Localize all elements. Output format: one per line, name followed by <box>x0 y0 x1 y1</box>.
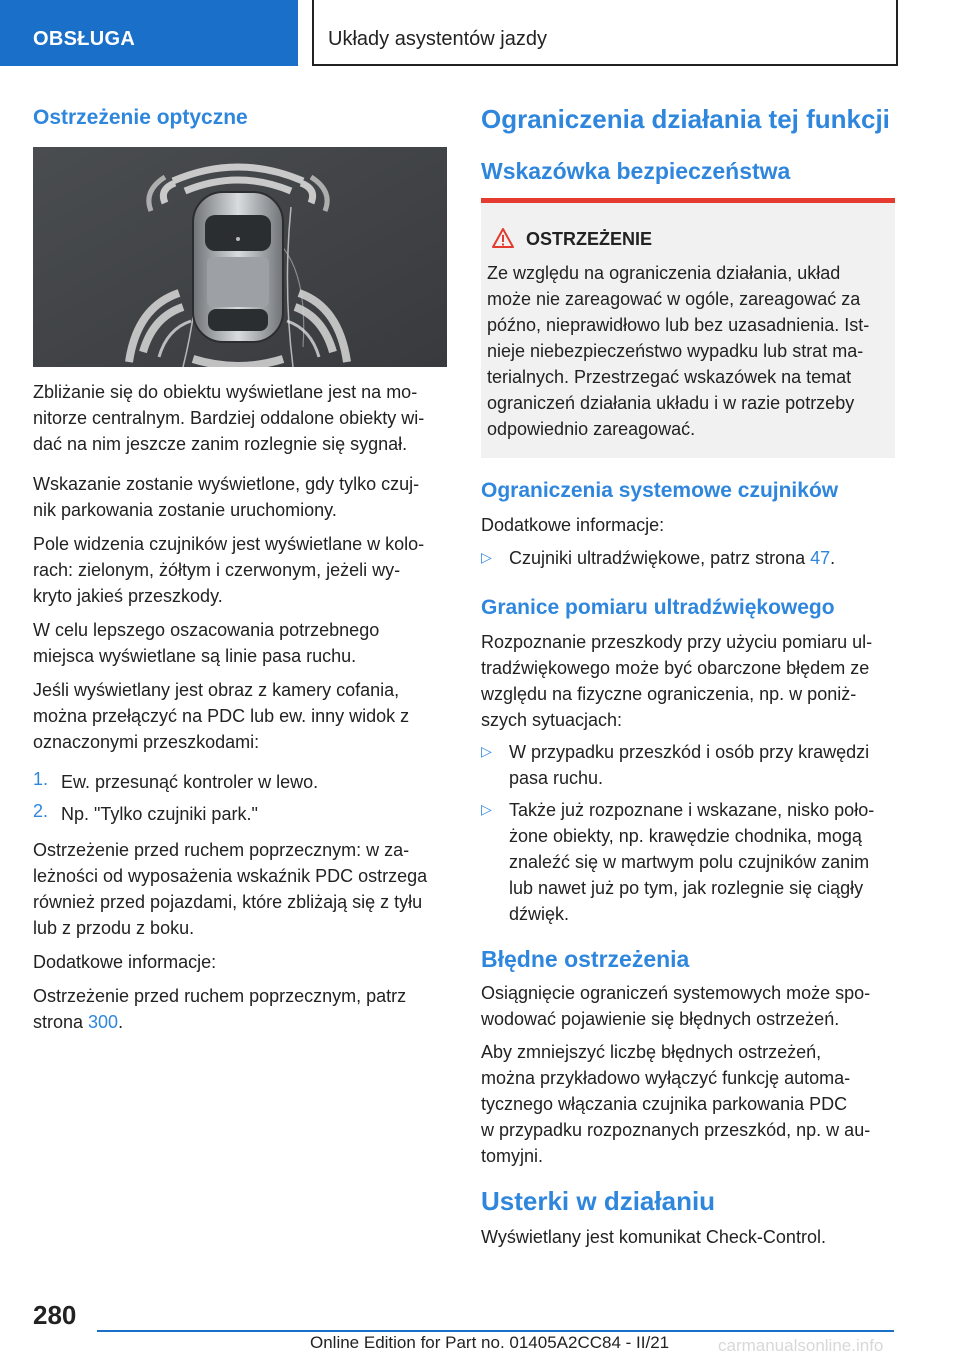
warning-text <box>487 260 892 442</box>
step-2 <box>33 801 447 827</box>
text-line: Wskazanie zostanie wyświetlone, gdy tylko czuj‐ <box>33 474 420 494</box>
paragraph-1 <box>33 379 447 457</box>
text-line: Ze względu na ograniczenia działania, układ <box>487 263 841 283</box>
text-line: Rozpoznanie przeszkody przy użyciu pomiaru ul‐ <box>481 632 873 652</box>
false-paragraph-2 <box>481 1039 895 1169</box>
warning-triangle-icon <box>491 227 515 249</box>
paragraph-6 <box>33 837 447 941</box>
text-line: pasa ruchu. <box>509 768 604 788</box>
limits-list-item <box>481 545 895 571</box>
bullet-triangle-icon: ▷ <box>481 549 492 565</box>
false-paragraph-1 <box>481 980 895 1032</box>
chapter-box <box>312 0 898 66</box>
text-line: Aby zmniejszyć liczbę błędnych ostrzeżeń, <box>481 1042 822 1062</box>
page-link-300[interactable]: 300 <box>88 1012 119 1032</box>
section-heading-false-warnings: Błędne ostrzeżenia <box>481 946 690 972</box>
text-line: W przypadku przeszkód i osób przy krawędzi <box>509 742 870 762</box>
text-line: dźwięk. <box>509 904 570 924</box>
paragraph-7 <box>33 949 447 975</box>
text-line: Osiągnięcie ograniczeń systemowych może spo‐ <box>481 983 871 1003</box>
warning-label: OSTRZEŻENIE <box>526 229 653 249</box>
text-line: Ostrzeżenie przed ruchem poprzecznym: w za‐ <box>33 840 410 860</box>
section-tab <box>0 0 298 66</box>
section-heading-safety: Wskazówka bezpieczeństwa <box>481 158 791 184</box>
page-header <box>0 0 960 66</box>
bounds-list-item-1 <box>481 739 895 791</box>
text-line: również przed pojazdami, które zbliżają się z tyłu <box>33 892 423 912</box>
text-line: tomyjni. <box>481 1146 544 1166</box>
text-line: późno, nieprawidłowo lub bez uzasadnienia. Ist‐ <box>487 315 870 335</box>
text-line: lub z przodu z boku. <box>33 918 195 938</box>
text-line: ograniczeń działania układu i w razie potrzeby <box>487 393 855 413</box>
bounds-intro <box>481 629 895 733</box>
faults-text: Wyświetlany jest komunikat Check-Control. <box>481 1227 826 1247</box>
text-line: tradźwiękowego może być obarczone błędem ze <box>481 658 870 678</box>
step-number: 2. <box>33 801 49 821</box>
watermark: carmanualsonline.info <box>718 1336 884 1355</box>
text-line: Pole widzenia czujników jest wyświetlane w kolo‐ <box>33 534 425 554</box>
text-line: w przypadku rozpoznanych przeszkód, np. w au‐ <box>481 1120 871 1140</box>
paragraph-2 <box>33 471 447 523</box>
numbered-steps <box>33 769 447 833</box>
text-line: może nie zareagować w ogóle, zareagować za <box>487 289 861 309</box>
text-line: strona <box>33 1012 89 1032</box>
bullet-triangle-icon: ▷ <box>481 743 492 759</box>
text-line: leżności od wyposażenia wskaźnik PDC ostrzega <box>33 866 428 886</box>
text-line: rach: zielonym, żółtym i czerwonym, jeżeli wy‐ <box>33 560 401 580</box>
section-heading-malfunctions: Usterki w działaniu <box>481 1186 716 1216</box>
text-line: nieje niebezpieczeństwo wypadku lub strat ma‐ <box>487 341 864 361</box>
reference-paragraph <box>33 983 447 1035</box>
text-line: nik parkowania zostanie uruchomiony. <box>33 500 337 520</box>
pdc-illustration <box>33 147 447 367</box>
footer-rule <box>97 1330 894 1332</box>
limits-intro: Dodatkowe informacje: <box>481 515 665 535</box>
section-label: OBSŁUGA <box>33 28 136 50</box>
text-line: dać na nim jeszcze zanim rozlegnie się sygnał. <box>33 434 408 454</box>
text-line: . <box>830 548 836 568</box>
text-line: . <box>118 1012 124 1032</box>
text-line: oznaczonymi przeszkodami: <box>33 732 260 752</box>
paragraph-5 <box>33 677 447 755</box>
text-line: znaleźć się w martwym polu czujników zanim <box>509 852 870 872</box>
text-line: W celu lepszego oszacowania potrzebnego <box>33 620 380 640</box>
text-line: tycznego włączania czujnika parkowania PDC <box>481 1094 848 1114</box>
text-line: lub nawet już po tym, jak rozlegnie się ciągły <box>509 878 864 898</box>
edition-note: Online Edition for Part no. 01405A2CC84 - II/21 <box>310 1333 670 1352</box>
bounds-list-item-2 <box>481 797 895 927</box>
list-item-text <box>509 545 835 571</box>
paragraph-4 <box>33 617 447 669</box>
text-line: miejsca wyświetlane są linie pasa ruchu. <box>33 646 357 666</box>
text-line: odpowiednio zareagować. <box>487 419 696 439</box>
text-line: Dodatkowe informacje: <box>33 952 217 972</box>
text-line: nitorze centralnym. Bardziej oddalone obiekty wi‐ <box>33 408 425 428</box>
text-line: Ostrzeżenie przed ruchem poprzecznym, patrz <box>33 986 407 1006</box>
step-number: 1. <box>33 769 49 789</box>
chapter-title: Układy asystentów jazdy <box>328 28 547 50</box>
page-number: 280 <box>33 1300 77 1330</box>
text-line: Jeśli wyświetlany jest obraz z kamery cofania, <box>33 680 400 700</box>
text-line: można przełączyć na PDC lub ew. inny widok z <box>33 706 410 726</box>
text-line: Czujniki ultradźwiękowe, patrz strona <box>509 548 811 568</box>
section-heading-ultrasonic-bounds: Granice pomiaru ultradźwiękowego <box>481 596 835 619</box>
page-link-47[interactable]: 47 <box>810 548 831 568</box>
page-title-function-limits: Ograniczenia działania tej funkcji <box>481 104 890 134</box>
section-heading-optical-warning: Ostrzeżenie optyczne <box>33 106 248 129</box>
text-line: żone obiekty, np. krawędzie chodnika, mogą <box>509 826 862 846</box>
step-text: Np. "Tylko czujniki park." <box>61 804 258 824</box>
list-item-text <box>509 797 895 927</box>
text-line: wodować pojawienie się błędnych ostrzeżeń. <box>481 1009 840 1029</box>
text-line: Zbliżanie się do obiektu wyświetlane jest na mo‐ <box>33 382 418 402</box>
left-column <box>33 379 447 1035</box>
text-line: względu na fizyczne ograniczenia, np. w poniż‐ <box>481 684 857 704</box>
text-line: można przykładowo wyłączyć funkcję automa‐ <box>481 1068 851 1088</box>
step-text: Ew. przesunąć kontroler w lewo. <box>61 772 319 792</box>
text-line: Także już rozpoznane i wskazane, nisko poło‐ <box>509 800 875 820</box>
warning-box <box>481 198 895 458</box>
text-line: szych sytuacjach: <box>481 710 623 730</box>
bullet-triangle-icon: ▷ <box>481 801 492 817</box>
paragraph-3 <box>33 531 447 609</box>
text-line: kryto jakieś przeszkody. <box>33 586 223 606</box>
list-item-text <box>509 739 895 791</box>
step-1 <box>33 769 447 795</box>
section-heading-sensor-limits: Ograniczenia systemowe czujników <box>481 479 839 502</box>
text-line: terialnych. Przestrzegać wskazówek na temat <box>487 367 852 387</box>
car-sensor-image <box>33 147 447 367</box>
